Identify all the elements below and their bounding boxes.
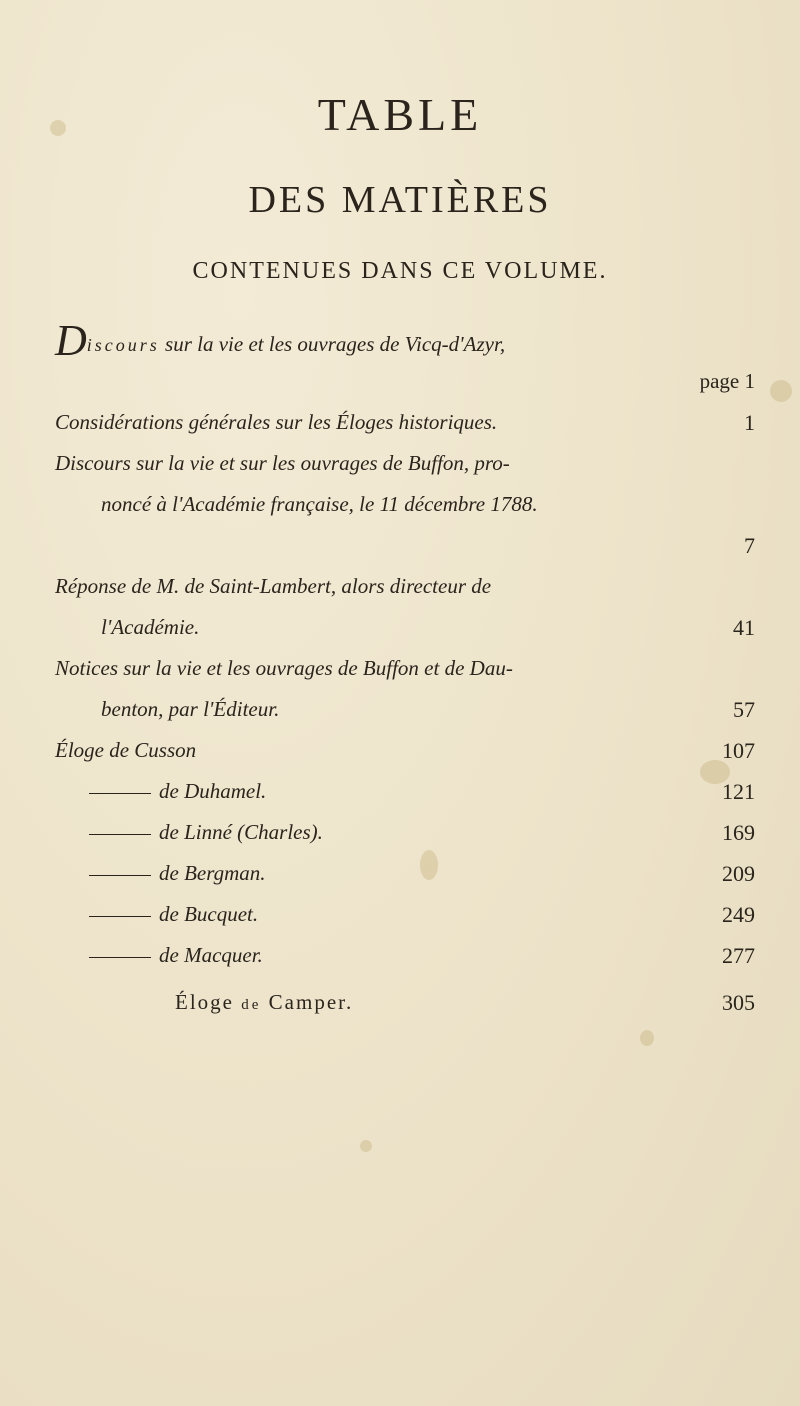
entry-title: Discours sur la vie et sur les ouvrages de Buffon, pro-: [55, 451, 510, 475]
list-item: [55, 443, 755, 484]
list-item: [55, 689, 755, 730]
entry-title: Éloge de Cusson: [55, 738, 197, 762]
title-table: TABLE: [317, 89, 483, 140]
entry-name-word: Camper.: [268, 990, 354, 1014]
ditto-dash: [89, 793, 151, 794]
list-item: [55, 771, 755, 812]
entry-title: [175, 982, 353, 1026]
list-item: [55, 566, 755, 607]
entry-eloge-word: Éloge: [175, 990, 234, 1014]
entry-title: de Bucquet.: [159, 902, 259, 926]
page-number: 107: [722, 738, 755, 763]
list-item: [55, 894, 755, 935]
entry-title: de Macquer.: [159, 943, 263, 967]
entry-title: Réponse de M. de Saint-Lambert, alors directeur de: [55, 574, 492, 598]
entry-title: benton, par l'Éditeur.: [101, 697, 280, 721]
page-number: 1: [744, 410, 755, 435]
entry-title: Notices sur la vie et les ouvrages de Buffon et de Dau-: [55, 656, 513, 680]
entry-title: de Bergman.: [159, 861, 266, 885]
page-number: 57: [733, 697, 755, 722]
ditto-dash: [89, 834, 151, 835]
list-item: [55, 402, 755, 443]
page-number: 305: [722, 990, 755, 1015]
page-number: 41: [733, 615, 755, 640]
entry-first-word: iscours: [86, 335, 160, 355]
page-number: 249: [722, 902, 755, 927]
list-item: [55, 648, 755, 689]
title-des-matieres: DES MATIÈRES: [248, 179, 552, 221]
ditto-dash: [89, 875, 151, 876]
entry-de-word: de: [241, 997, 262, 1013]
entry-title: Considérations générales sur les Éloges historiques.: [55, 410, 498, 434]
list-item: [55, 525, 755, 566]
page-number: 277: [722, 943, 755, 968]
list-item: [55, 607, 755, 648]
page-number: 7: [744, 533, 755, 558]
list-item: [55, 982, 755, 1023]
entry-title: l'Académie.: [101, 615, 200, 639]
page-number: page 1: [699, 369, 755, 393]
list-item: [55, 484, 755, 525]
list-item: [55, 812, 755, 853]
table-of-contents: [55, 316, 755, 1023]
list-item: [55, 316, 755, 365]
ditto-dash: [89, 957, 151, 958]
entry-title: noncé à l'Académie française, le 11 décembre 1788.: [101, 492, 538, 516]
list-item: [55, 935, 755, 976]
drop-cap: D: [55, 316, 87, 365]
entry-title: de Duhamel.: [159, 779, 267, 803]
page-number: 209: [722, 861, 755, 886]
ditto-dash: [89, 916, 151, 917]
entry-title: sur la vie et les ouvrages de Vicq-d'Azyr,: [159, 332, 506, 356]
list-item: [55, 853, 755, 894]
list-item: [55, 361, 755, 402]
page-number: 169: [722, 820, 755, 845]
entry-title: de Linné (Charles).: [159, 820, 323, 844]
title-contenues: CONTENUES DANS CE VOLUME.: [192, 258, 608, 284]
page-number: 121: [722, 779, 755, 804]
list-item: [55, 730, 755, 771]
